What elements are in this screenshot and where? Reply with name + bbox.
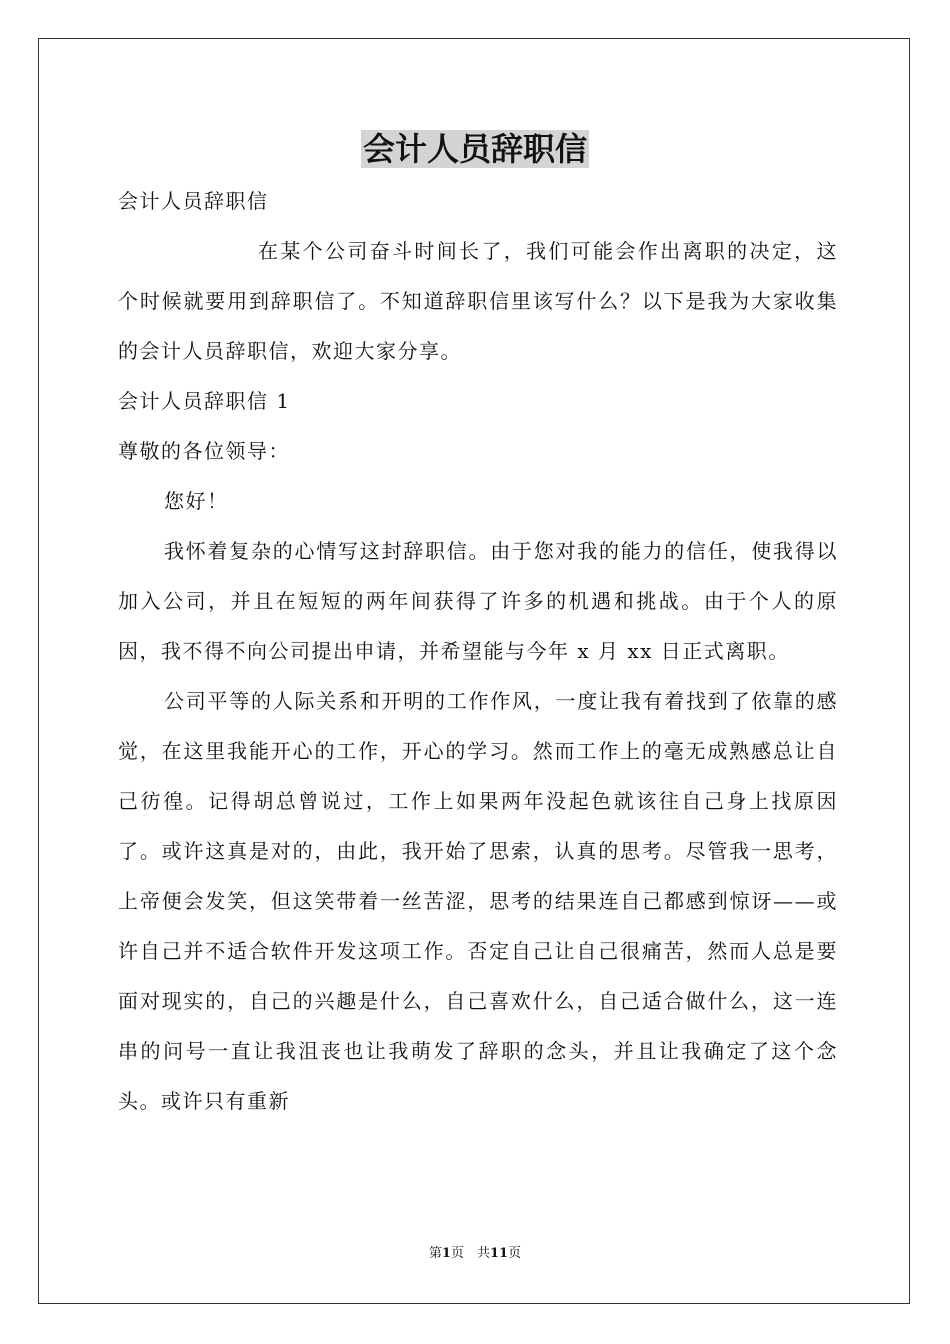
letter-heading: 会计人员辞职信 1 xyxy=(118,389,291,413)
salutation: 尊敬的各位领导： xyxy=(118,439,290,463)
intro-paragraph: 在某个公司奋斗时间长了，我们可能会作出离职的决定，这个时候就要用到辞职信了。不知道辞职信里该写什么？以下是我为大家收集的会计人员辞职信，欢迎大家分享。 xyxy=(118,239,838,363)
document-body xyxy=(118,176,838,1126)
document-title-text: 会计人员辞职信 xyxy=(362,130,587,168)
footer-page-current: 1 xyxy=(441,1246,451,1261)
footer-page-total: 11 xyxy=(489,1246,509,1261)
footer-prefix: 第 xyxy=(428,1246,442,1261)
document-title xyxy=(0,124,950,174)
body-paragraph-2: 公司平等的人际关系和开明的工作作风，一度让我有着找到了依靠的感觉，在这里我能开心的工作，开心的学习。然而工作上的毫无成熟感总让自己彷徨。记得胡总曾说过，工作上如果两年没起色就该往自己身上找原因了。或许这真是对的，由此，我开始了思索，认真的思考。尽管我一思考，上帝便会发笑，但这笑带着一丝苦涩，思考的结果连自己都感到惊讶——或许自己并不适合软件开发这项工作。否定自己让自己很痛苦，然而人总是要面对现实的，自己的兴趣是什么，自己喜欢什么，自己适合做什么，这一连串的问号一直让我沮丧也让我萌发了辞职的念头，并且让我确定了这个念头。或许只有重新 xyxy=(118,689,838,1113)
body-paragraph-1: 我怀着复杂的心情写这封辞职信。由于您对我的能力的信任，使我得以加入公司，并且在短短的两年间获得了许多的机遇和挑战。由于个人的原因，我不得不向公司提出申请，并希望能与今年 x 月 xx 日正式离职。 xyxy=(118,539,838,663)
greeting: 您好！ xyxy=(164,489,229,513)
footer-suffix: 页 xyxy=(508,1246,522,1261)
page-footer xyxy=(0,1244,950,1264)
subtitle-line: 会计人员辞职信 xyxy=(118,189,269,213)
footer-mid: 页 共 xyxy=(450,1246,490,1261)
